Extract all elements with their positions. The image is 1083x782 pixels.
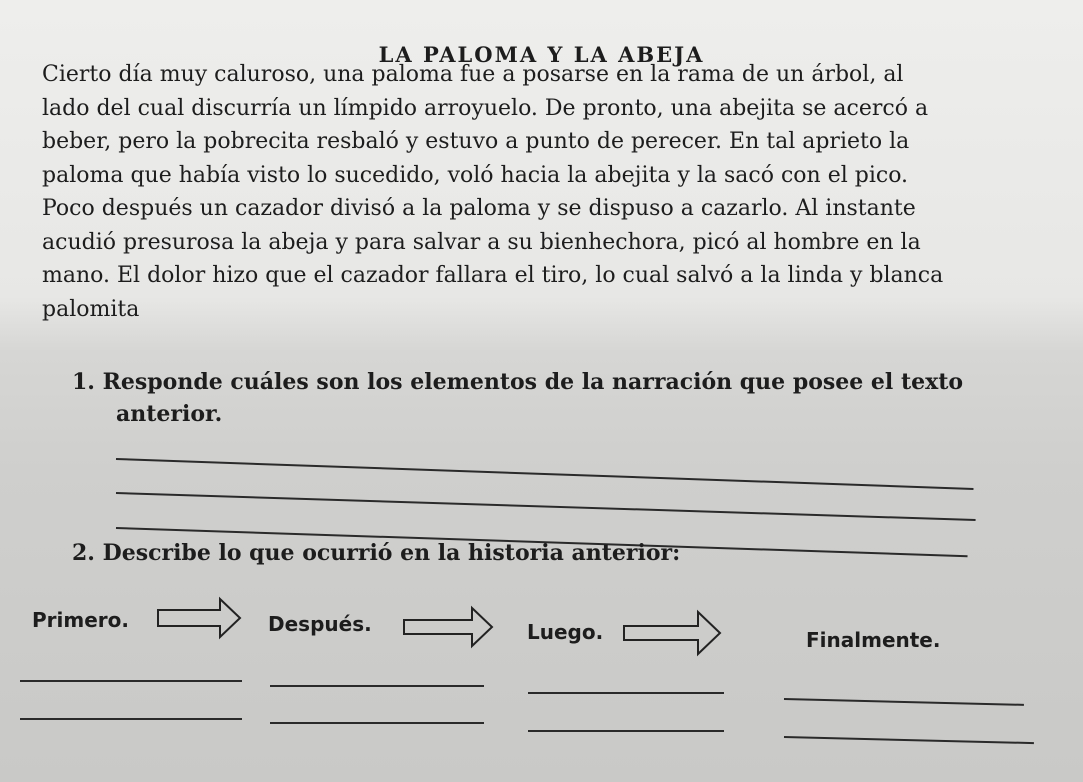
story-line: palomita (42, 296, 140, 322)
answer-line[interactable] (116, 492, 976, 521)
question-1 (72, 366, 1012, 430)
sequence-label-after: Después. (268, 612, 372, 636)
story-line: Poco después un cazador divisó a la paloma y se dispuso a cazarlo. Al instante (42, 196, 916, 221)
right-arrow-icon (622, 608, 722, 658)
story-line: lado del cual discurría un límpido arroyuelo. De pronto, una abejita se acercó a (42, 95, 929, 121)
sequence-label-first: Primero. (32, 608, 129, 632)
story-title: LA PALOMA Y LA ABEJA (378, 42, 705, 67)
story-text (42, 58, 1002, 326)
story-line: mano. El dolor hizo que el cazador fallara el tiro, lo cual salvó a la linda y blanca (42, 263, 944, 288)
story-line: beber, pero la pobrecita resbaló y estuvo a punto de perecer. En tal aprieto la (42, 129, 910, 154)
question-2: 2. Describe lo que ocurrió en la historia anterior: (72, 540, 681, 566)
answer-line[interactable] (20, 718, 242, 720)
answer-line[interactable] (528, 730, 724, 732)
answer-line[interactable] (784, 736, 1034, 744)
story-line: acudió presurosa la abeja y para salvar a su bienhechora, picó al hombre en la (42, 229, 921, 255)
question-1-line: anterior. (116, 401, 223, 427)
question-1-line: 1. Responde cuáles son los elementos de la narración que posee el texto (72, 369, 964, 395)
sequence-label-then: Luego. (527, 620, 604, 644)
right-arrow-icon (156, 596, 242, 640)
answer-line[interactable] (784, 698, 1024, 706)
story-line: paloma que había visto lo sucedido, voló hacia la abejita y la sacó con el pico. (42, 162, 909, 188)
answer-line[interactable] (270, 685, 484, 687)
story-line: Cierto día muy caluroso, una paloma fue a posarse en la rama de un árbol, al (42, 62, 904, 87)
answer-line[interactable] (20, 680, 242, 682)
answer-line[interactable] (270, 722, 484, 724)
sequence-label-finally: Finalmente. (806, 628, 941, 652)
answer-line[interactable] (116, 458, 974, 490)
right-arrow-icon (402, 604, 494, 650)
answer-line[interactable] (528, 692, 724, 694)
